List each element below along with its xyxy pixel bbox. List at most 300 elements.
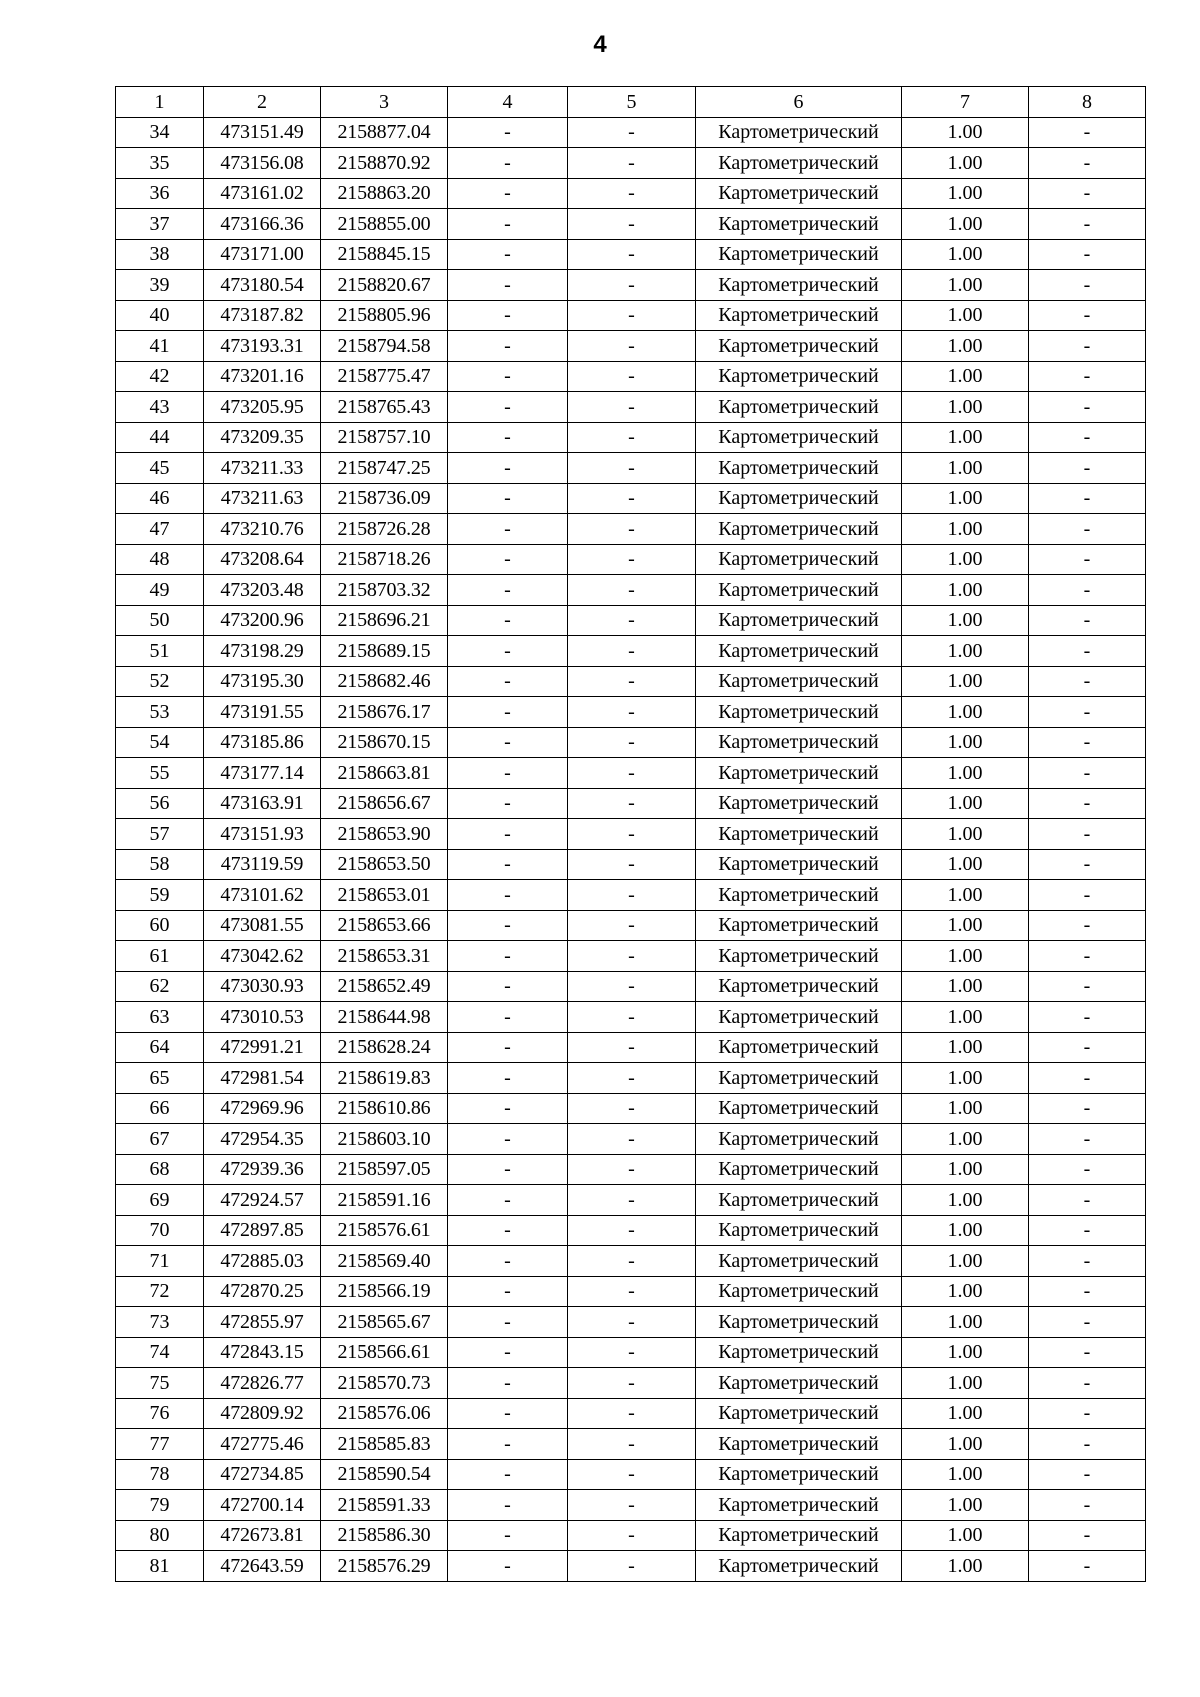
x-coordinate-cell: 472954.35 bbox=[204, 1124, 321, 1155]
point-number-cell: 50 bbox=[116, 605, 204, 636]
x-coordinate-cell: 473210.76 bbox=[204, 514, 321, 545]
method-cell: Картометрический bbox=[696, 605, 902, 636]
col4-cell: - bbox=[448, 1185, 568, 1216]
col5-cell: - bbox=[568, 331, 696, 362]
col4-cell: - bbox=[448, 1215, 568, 1246]
accuracy-cell: 1.00 bbox=[902, 1551, 1029, 1582]
x-coordinate-cell: 472843.15 bbox=[204, 1337, 321, 1368]
y-coordinate-cell: 2158570.73 bbox=[321, 1368, 448, 1399]
point-number-cell: 60 bbox=[116, 910, 204, 941]
table-row bbox=[116, 1215, 1146, 1246]
accuracy-cell: 1.00 bbox=[902, 758, 1029, 789]
col5-cell: - bbox=[568, 239, 696, 270]
point-number-cell: 34 bbox=[116, 117, 204, 148]
col5-cell: - bbox=[568, 1002, 696, 1033]
col5-cell: - bbox=[568, 453, 696, 484]
col8-cell: - bbox=[1029, 727, 1146, 758]
table-row bbox=[116, 453, 1146, 484]
col4-cell: - bbox=[448, 239, 568, 270]
col4-cell: - bbox=[448, 1337, 568, 1368]
x-coordinate-cell: 472775.46 bbox=[204, 1429, 321, 1460]
accuracy-cell: 1.00 bbox=[902, 1032, 1029, 1063]
accuracy-cell: 1.00 bbox=[902, 392, 1029, 423]
col8-cell: - bbox=[1029, 209, 1146, 240]
table-row bbox=[116, 1429, 1146, 1460]
col8-cell: - bbox=[1029, 1185, 1146, 1216]
accuracy-cell: 1.00 bbox=[902, 941, 1029, 972]
table-row bbox=[116, 697, 1146, 728]
col8-cell: - bbox=[1029, 941, 1146, 972]
table-row bbox=[116, 1459, 1146, 1490]
col8-cell: - bbox=[1029, 1520, 1146, 1551]
point-number-cell: 37 bbox=[116, 209, 204, 240]
col8-cell: - bbox=[1029, 849, 1146, 880]
method-cell: Картометрический bbox=[696, 361, 902, 392]
col8-cell: - bbox=[1029, 605, 1146, 636]
x-coordinate-cell: 473177.14 bbox=[204, 758, 321, 789]
table-row bbox=[116, 636, 1146, 667]
col8-cell: - bbox=[1029, 666, 1146, 697]
point-number-cell: 36 bbox=[116, 178, 204, 209]
table-row bbox=[116, 300, 1146, 331]
point-number-cell: 57 bbox=[116, 819, 204, 850]
col4-cell: - bbox=[448, 392, 568, 423]
x-coordinate-cell: 473200.96 bbox=[204, 605, 321, 636]
col4-cell: - bbox=[448, 788, 568, 819]
table-row bbox=[116, 941, 1146, 972]
accuracy-cell: 1.00 bbox=[902, 239, 1029, 270]
y-coordinate-cell: 2158585.83 bbox=[321, 1429, 448, 1460]
point-number-cell: 42 bbox=[116, 361, 204, 392]
x-coordinate-cell: 473211.63 bbox=[204, 483, 321, 514]
method-cell: Картометрический bbox=[696, 1246, 902, 1277]
method-cell: Картометрический bbox=[696, 1185, 902, 1216]
method-cell: Картометрический bbox=[696, 819, 902, 850]
col4-cell: - bbox=[448, 117, 568, 148]
col8-cell: - bbox=[1029, 1002, 1146, 1033]
col8-cell: - bbox=[1029, 971, 1146, 1002]
table-row bbox=[116, 117, 1146, 148]
table-header-row bbox=[116, 87, 1146, 118]
accuracy-cell: 1.00 bbox=[902, 971, 1029, 1002]
point-number-cell: 53 bbox=[116, 697, 204, 728]
x-coordinate-cell: 472700.14 bbox=[204, 1490, 321, 1521]
table-row bbox=[116, 544, 1146, 575]
table-row bbox=[116, 1307, 1146, 1338]
table-row bbox=[116, 910, 1146, 941]
y-coordinate-cell: 2158566.19 bbox=[321, 1276, 448, 1307]
x-coordinate-cell: 473191.55 bbox=[204, 697, 321, 728]
point-number-cell: 51 bbox=[116, 636, 204, 667]
x-coordinate-cell: 473151.49 bbox=[204, 117, 321, 148]
x-coordinate-cell: 472924.57 bbox=[204, 1185, 321, 1216]
accuracy-cell: 1.00 bbox=[902, 514, 1029, 545]
col4-cell: - bbox=[448, 1551, 568, 1582]
table-row bbox=[116, 1093, 1146, 1124]
col8-cell: - bbox=[1029, 1429, 1146, 1460]
col4-cell: - bbox=[448, 819, 568, 850]
x-coordinate-cell: 473195.30 bbox=[204, 666, 321, 697]
col5-cell: - bbox=[568, 178, 696, 209]
point-number-cell: 80 bbox=[116, 1520, 204, 1551]
point-number-cell: 71 bbox=[116, 1246, 204, 1277]
point-number-cell: 52 bbox=[116, 666, 204, 697]
col4-cell: - bbox=[448, 1002, 568, 1033]
y-coordinate-cell: 2158576.06 bbox=[321, 1398, 448, 1429]
point-number-cell: 56 bbox=[116, 788, 204, 819]
table-row bbox=[116, 1398, 1146, 1429]
col5-cell: - bbox=[568, 483, 696, 514]
x-coordinate-cell: 472643.59 bbox=[204, 1551, 321, 1582]
accuracy-cell: 1.00 bbox=[902, 331, 1029, 362]
table-row bbox=[116, 1551, 1146, 1582]
point-number-cell: 78 bbox=[116, 1459, 204, 1490]
y-coordinate-cell: 2158628.24 bbox=[321, 1032, 448, 1063]
point-number-cell: 81 bbox=[116, 1551, 204, 1582]
col4-cell: - bbox=[448, 1154, 568, 1185]
y-coordinate-cell: 2158656.67 bbox=[321, 788, 448, 819]
x-coordinate-cell: 473198.29 bbox=[204, 636, 321, 667]
col5-cell: - bbox=[568, 1063, 696, 1094]
table-row bbox=[116, 819, 1146, 850]
x-coordinate-cell: 473163.91 bbox=[204, 788, 321, 819]
method-cell: Картометрический bbox=[696, 1063, 902, 1094]
method-cell: Картометрический bbox=[696, 392, 902, 423]
col5-cell: - bbox=[568, 788, 696, 819]
column-header: 7 bbox=[902, 87, 1029, 118]
accuracy-cell: 1.00 bbox=[902, 1185, 1029, 1216]
col4-cell: - bbox=[448, 300, 568, 331]
y-coordinate-cell: 2158663.81 bbox=[321, 758, 448, 789]
table-row bbox=[116, 1246, 1146, 1277]
y-coordinate-cell: 2158775.47 bbox=[321, 361, 448, 392]
col5-cell: - bbox=[568, 1490, 696, 1521]
col8-cell: - bbox=[1029, 1215, 1146, 1246]
point-number-cell: 74 bbox=[116, 1337, 204, 1368]
accuracy-cell: 1.00 bbox=[902, 1276, 1029, 1307]
col8-cell: - bbox=[1029, 819, 1146, 850]
point-number-cell: 67 bbox=[116, 1124, 204, 1155]
y-coordinate-cell: 2158576.61 bbox=[321, 1215, 448, 1246]
x-coordinate-cell: 472991.21 bbox=[204, 1032, 321, 1063]
col5-cell: - bbox=[568, 941, 696, 972]
y-coordinate-cell: 2158653.66 bbox=[321, 910, 448, 941]
accuracy-cell: 1.00 bbox=[902, 636, 1029, 667]
point-number-cell: 49 bbox=[116, 575, 204, 606]
col4-cell: - bbox=[448, 1520, 568, 1551]
table-row bbox=[116, 1368, 1146, 1399]
point-number-cell: 48 bbox=[116, 544, 204, 575]
column-header: 1 bbox=[116, 87, 204, 118]
col8-cell: - bbox=[1029, 1063, 1146, 1094]
col4-cell: - bbox=[448, 1398, 568, 1429]
accuracy-cell: 1.00 bbox=[902, 270, 1029, 301]
method-cell: Картометрический bbox=[696, 880, 902, 911]
method-cell: Картометрический bbox=[696, 1490, 902, 1521]
point-number-cell: 39 bbox=[116, 270, 204, 301]
y-coordinate-cell: 2158619.83 bbox=[321, 1063, 448, 1094]
accuracy-cell: 1.00 bbox=[902, 788, 1029, 819]
y-coordinate-cell: 2158820.67 bbox=[321, 270, 448, 301]
col8-cell: - bbox=[1029, 575, 1146, 606]
col5-cell: - bbox=[568, 605, 696, 636]
y-coordinate-cell: 2158682.46 bbox=[321, 666, 448, 697]
x-coordinate-cell: 472809.92 bbox=[204, 1398, 321, 1429]
col5-cell: - bbox=[568, 758, 696, 789]
col8-cell: - bbox=[1029, 1490, 1146, 1521]
x-coordinate-cell: 472981.54 bbox=[204, 1063, 321, 1094]
table-row bbox=[116, 666, 1146, 697]
accuracy-cell: 1.00 bbox=[902, 1002, 1029, 1033]
y-coordinate-cell: 2158653.90 bbox=[321, 819, 448, 850]
y-coordinate-cell: 2158747.25 bbox=[321, 453, 448, 484]
col5-cell: - bbox=[568, 971, 696, 1002]
y-coordinate-cell: 2158565.67 bbox=[321, 1307, 448, 1338]
y-coordinate-cell: 2158591.33 bbox=[321, 1490, 448, 1521]
accuracy-cell: 1.00 bbox=[902, 300, 1029, 331]
method-cell: Картометрический bbox=[696, 300, 902, 331]
col8-cell: - bbox=[1029, 361, 1146, 392]
col5-cell: - bbox=[568, 1124, 696, 1155]
table-row bbox=[116, 1185, 1146, 1216]
method-cell: Картометрический bbox=[696, 331, 902, 362]
accuracy-cell: 1.00 bbox=[902, 819, 1029, 850]
y-coordinate-cell: 2158569.40 bbox=[321, 1246, 448, 1277]
y-coordinate-cell: 2158653.50 bbox=[321, 849, 448, 880]
table-row bbox=[116, 178, 1146, 209]
method-cell: Картометрический bbox=[696, 1093, 902, 1124]
col8-cell: - bbox=[1029, 300, 1146, 331]
accuracy-cell: 1.00 bbox=[902, 880, 1029, 911]
col5-cell: - bbox=[568, 1337, 696, 1368]
point-number-cell: 58 bbox=[116, 849, 204, 880]
table-row bbox=[116, 239, 1146, 270]
col4-cell: - bbox=[448, 1490, 568, 1521]
x-coordinate-cell: 472673.81 bbox=[204, 1520, 321, 1551]
y-coordinate-cell: 2158870.92 bbox=[321, 148, 448, 179]
col4-cell: - bbox=[448, 910, 568, 941]
col8-cell: - bbox=[1029, 1093, 1146, 1124]
x-coordinate-cell: 473156.08 bbox=[204, 148, 321, 179]
col8-cell: - bbox=[1029, 880, 1146, 911]
accuracy-cell: 1.00 bbox=[902, 575, 1029, 606]
col4-cell: - bbox=[448, 1429, 568, 1460]
col5-cell: - bbox=[568, 392, 696, 423]
column-header: 4 bbox=[448, 87, 568, 118]
x-coordinate-cell: 473119.59 bbox=[204, 849, 321, 880]
accuracy-cell: 1.00 bbox=[902, 453, 1029, 484]
method-cell: Картометрический bbox=[696, 117, 902, 148]
x-coordinate-cell: 472826.77 bbox=[204, 1368, 321, 1399]
column-header: 8 bbox=[1029, 87, 1146, 118]
table-row bbox=[116, 575, 1146, 606]
point-number-cell: 35 bbox=[116, 148, 204, 179]
point-number-cell: 64 bbox=[116, 1032, 204, 1063]
accuracy-cell: 1.00 bbox=[902, 1429, 1029, 1460]
col4-cell: - bbox=[448, 758, 568, 789]
y-coordinate-cell: 2158805.96 bbox=[321, 300, 448, 331]
x-coordinate-cell: 473042.62 bbox=[204, 941, 321, 972]
col5-cell: - bbox=[568, 300, 696, 331]
point-number-cell: 77 bbox=[116, 1429, 204, 1460]
col5-cell: - bbox=[568, 575, 696, 606]
y-coordinate-cell: 2158603.10 bbox=[321, 1124, 448, 1155]
col4-cell: - bbox=[448, 209, 568, 240]
table-row bbox=[116, 971, 1146, 1002]
point-number-cell: 72 bbox=[116, 1276, 204, 1307]
y-coordinate-cell: 2158576.29 bbox=[321, 1551, 448, 1582]
col8-cell: - bbox=[1029, 453, 1146, 484]
method-cell: Картометрический bbox=[696, 788, 902, 819]
point-number-cell: 43 bbox=[116, 392, 204, 423]
x-coordinate-cell: 472969.96 bbox=[204, 1093, 321, 1124]
method-cell: Картометрический bbox=[696, 666, 902, 697]
col8-cell: - bbox=[1029, 1032, 1146, 1063]
method-cell: Картометрический bbox=[696, 1398, 902, 1429]
table-row bbox=[116, 483, 1146, 514]
col5-cell: - bbox=[568, 1246, 696, 1277]
col8-cell: - bbox=[1029, 1276, 1146, 1307]
point-number-cell: 76 bbox=[116, 1398, 204, 1429]
col8-cell: - bbox=[1029, 1246, 1146, 1277]
col5-cell: - bbox=[568, 819, 696, 850]
table-row bbox=[116, 758, 1146, 789]
x-coordinate-cell: 473081.55 bbox=[204, 910, 321, 941]
col8-cell: - bbox=[1029, 1307, 1146, 1338]
col4-cell: - bbox=[448, 422, 568, 453]
point-number-cell: 41 bbox=[116, 331, 204, 362]
accuracy-cell: 1.00 bbox=[902, 910, 1029, 941]
col5-cell: - bbox=[568, 1215, 696, 1246]
col4-cell: - bbox=[448, 1459, 568, 1490]
col5-cell: - bbox=[568, 1307, 696, 1338]
col5-cell: - bbox=[568, 880, 696, 911]
x-coordinate-cell: 473203.48 bbox=[204, 575, 321, 606]
accuracy-cell: 1.00 bbox=[902, 1459, 1029, 1490]
point-number-cell: 63 bbox=[116, 1002, 204, 1033]
accuracy-cell: 1.00 bbox=[902, 727, 1029, 758]
y-coordinate-cell: 2158689.15 bbox=[321, 636, 448, 667]
method-cell: Картометрический bbox=[696, 209, 902, 240]
column-header: 6 bbox=[696, 87, 902, 118]
accuracy-cell: 1.00 bbox=[902, 605, 1029, 636]
col8-cell: - bbox=[1029, 239, 1146, 270]
y-coordinate-cell: 2158726.28 bbox=[321, 514, 448, 545]
method-cell: Картометрический bbox=[696, 697, 902, 728]
table-row bbox=[116, 880, 1146, 911]
x-coordinate-cell: 472855.97 bbox=[204, 1307, 321, 1338]
y-coordinate-cell: 2158644.98 bbox=[321, 1002, 448, 1033]
x-coordinate-cell: 472897.85 bbox=[204, 1215, 321, 1246]
point-number-cell: 79 bbox=[116, 1490, 204, 1521]
accuracy-cell: 1.00 bbox=[902, 422, 1029, 453]
col5-cell: - bbox=[568, 117, 696, 148]
x-coordinate-cell: 473209.35 bbox=[204, 422, 321, 453]
y-coordinate-cell: 2158670.15 bbox=[321, 727, 448, 758]
y-coordinate-cell: 2158703.32 bbox=[321, 575, 448, 606]
col4-cell: - bbox=[448, 941, 568, 972]
accuracy-cell: 1.00 bbox=[902, 483, 1029, 514]
table-row bbox=[116, 788, 1146, 819]
y-coordinate-cell: 2158610.86 bbox=[321, 1093, 448, 1124]
y-coordinate-cell: 2158590.54 bbox=[321, 1459, 448, 1490]
col4-cell: - bbox=[448, 148, 568, 179]
col8-cell: - bbox=[1029, 697, 1146, 728]
y-coordinate-cell: 2158586.30 bbox=[321, 1520, 448, 1551]
point-number-cell: 54 bbox=[116, 727, 204, 758]
table-row bbox=[116, 422, 1146, 453]
col8-cell: - bbox=[1029, 148, 1146, 179]
coordinates-table bbox=[115, 86, 1146, 1582]
point-number-cell: 47 bbox=[116, 514, 204, 545]
accuracy-cell: 1.00 bbox=[902, 1398, 1029, 1429]
accuracy-cell: 1.00 bbox=[902, 148, 1029, 179]
point-number-cell: 55 bbox=[116, 758, 204, 789]
point-number-cell: 75 bbox=[116, 1368, 204, 1399]
method-cell: Картометрический bbox=[696, 239, 902, 270]
method-cell: Картометрический bbox=[696, 575, 902, 606]
col5-cell: - bbox=[568, 1276, 696, 1307]
accuracy-cell: 1.00 bbox=[902, 544, 1029, 575]
point-number-cell: 62 bbox=[116, 971, 204, 1002]
x-coordinate-cell: 473208.64 bbox=[204, 544, 321, 575]
table-row bbox=[116, 361, 1146, 392]
col8-cell: - bbox=[1029, 422, 1146, 453]
y-coordinate-cell: 2158736.09 bbox=[321, 483, 448, 514]
method-cell: Картометрический bbox=[696, 1307, 902, 1338]
method-cell: Картометрический bbox=[696, 1124, 902, 1155]
col8-cell: - bbox=[1029, 544, 1146, 575]
col4-cell: - bbox=[448, 1276, 568, 1307]
x-coordinate-cell: 473101.62 bbox=[204, 880, 321, 911]
point-number-cell: 46 bbox=[116, 483, 204, 514]
col8-cell: - bbox=[1029, 788, 1146, 819]
y-coordinate-cell: 2158845.15 bbox=[321, 239, 448, 270]
table-row bbox=[116, 1520, 1146, 1551]
accuracy-cell: 1.00 bbox=[902, 1124, 1029, 1155]
col5-cell: - bbox=[568, 666, 696, 697]
col8-cell: - bbox=[1029, 178, 1146, 209]
method-cell: Картометрический bbox=[696, 1002, 902, 1033]
col5-cell: - bbox=[568, 849, 696, 880]
accuracy-cell: 1.00 bbox=[902, 849, 1029, 880]
accuracy-cell: 1.00 bbox=[902, 1307, 1029, 1338]
col5-cell: - bbox=[568, 544, 696, 575]
x-coordinate-cell: 473171.00 bbox=[204, 239, 321, 270]
accuracy-cell: 1.00 bbox=[902, 1368, 1029, 1399]
col4-cell: - bbox=[448, 727, 568, 758]
col8-cell: - bbox=[1029, 1398, 1146, 1429]
y-coordinate-cell: 2158794.58 bbox=[321, 331, 448, 362]
method-cell: Картометрический bbox=[696, 270, 902, 301]
table-row bbox=[116, 148, 1146, 179]
table-row bbox=[116, 727, 1146, 758]
table-row bbox=[116, 331, 1146, 362]
accuracy-cell: 1.00 bbox=[902, 1337, 1029, 1368]
col8-cell: - bbox=[1029, 331, 1146, 362]
y-coordinate-cell: 2158718.26 bbox=[321, 544, 448, 575]
y-coordinate-cell: 2158855.00 bbox=[321, 209, 448, 240]
point-number-cell: 40 bbox=[116, 300, 204, 331]
accuracy-cell: 1.00 bbox=[902, 1490, 1029, 1521]
col4-cell: - bbox=[448, 1307, 568, 1338]
table-body bbox=[116, 117, 1146, 1581]
y-coordinate-cell: 2158877.04 bbox=[321, 117, 448, 148]
col5-cell: - bbox=[568, 514, 696, 545]
table-row bbox=[116, 1063, 1146, 1094]
col5-cell: - bbox=[568, 1032, 696, 1063]
method-cell: Картометрический bbox=[696, 1276, 902, 1307]
